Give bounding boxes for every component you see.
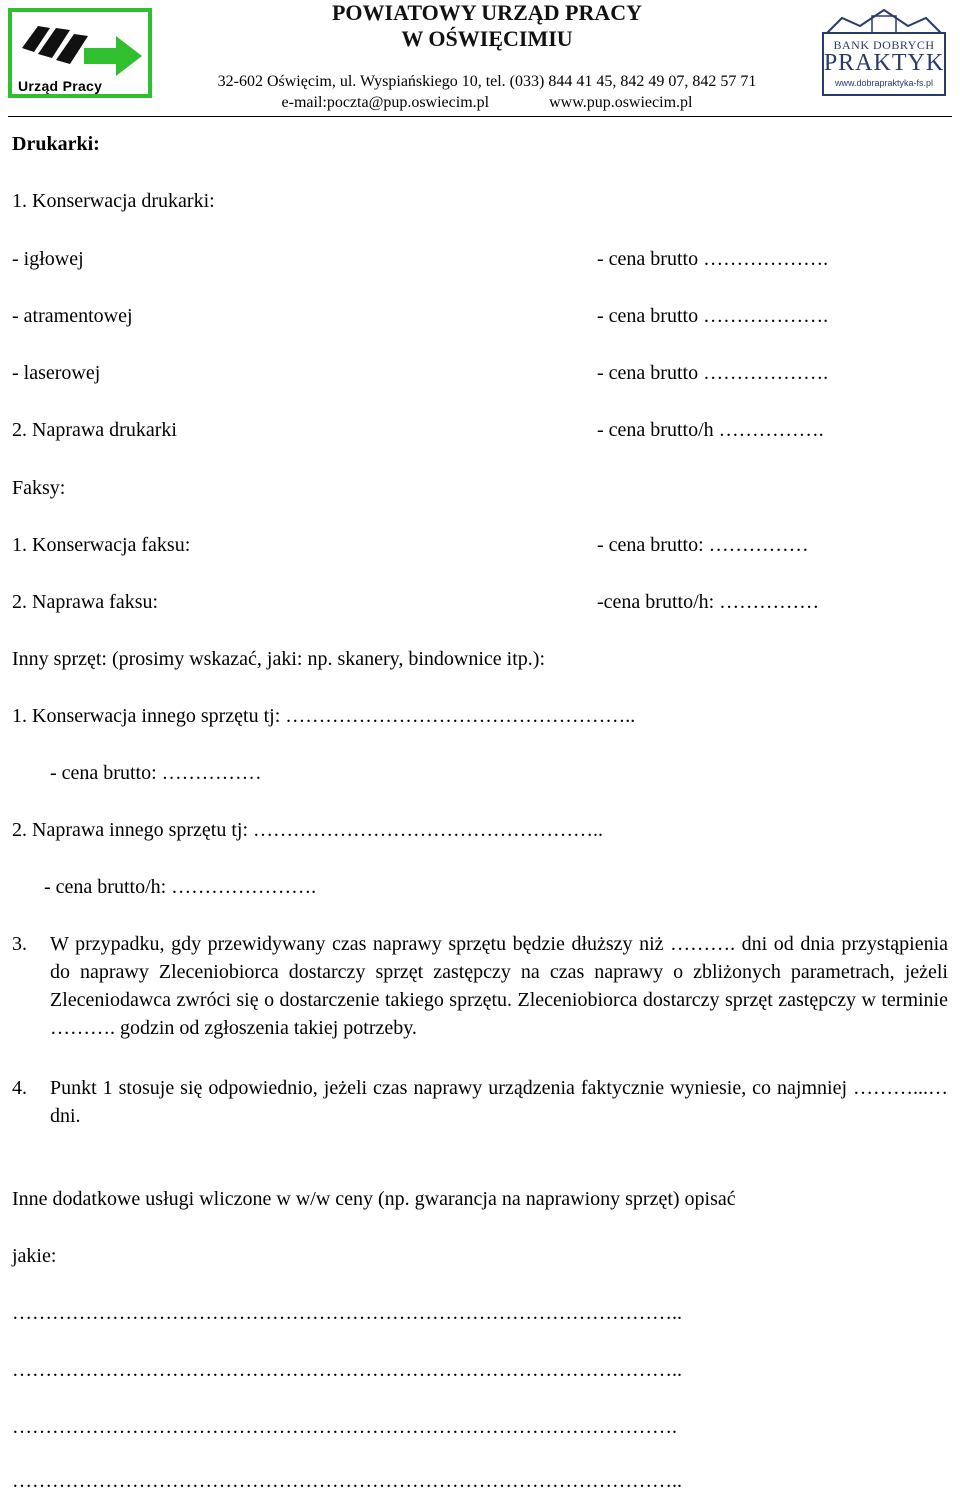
section-heading-faksy: Faksy: [12,477,66,499]
urzad-pracy-logo-icon [16,18,148,76]
row-price: - cena brutto ………………. [597,305,829,327]
section-heading-drukarki: Drukarki: [12,133,100,155]
row-price: -cena brutto/h: …………… [597,591,820,613]
row-label: - igłowej [12,248,84,270]
fill-in-line: ……………………………………………………………………………………….. [12,1470,682,1492]
drukarki-item1: 1. Konserwacja drukarki: [12,190,215,212]
inny-item2: 2. Naprawa innego sprzętu tj: …………………………………………….. [12,819,604,841]
row-price: - cena brutto ………………. [597,362,829,384]
urzad-pracy-logo [8,8,152,98]
office-address: 32-602 Oświęcim, ul. Wyspiańskiego 10, tel. (033) 844 41 45, 842 49 07, 842 57 71 [217,73,757,90]
point4-number: 4. [12,1077,27,1099]
row-label: 1. Konserwacja faksu: [12,534,191,556]
office-title-line1: POWIATOWY URZĄD PRACY [331,0,643,25]
inny-item1: 1. Konserwacja innego sprzętu tj: …………………………………………….. [12,705,636,727]
header-divider [8,116,952,117]
office-title-line2: W OŚWIĘCIMIU [401,26,573,51]
bank-logo-line1: BANK DOBRYCH [833,38,935,52]
row-price: - cena brutto: …………… [597,534,809,556]
row-label: 2. Naprawa faksu: [12,591,159,613]
bank-logo-url: www.dobrapraktyka-fs.pl [834,78,934,88]
inne-jakie-label: jakie: [12,1245,57,1267]
row-label: 2. Naprawa drukarki [12,419,177,441]
office-contact [160,93,814,113]
fill-in-line: ……………………………………………………………………………………….. [12,1359,682,1381]
point4-text: Punkt 1 stosuje się odpowiednio, jeżeli czas naprawy urządzenia faktycznie wyniesie, co najmniej ………...… dni. [50,1077,948,1127]
section-heading-inny-sprzet: Inny sprzęt: (prosimy wskazać, jaki: np. skanery, bindownice itp.): [12,648,546,670]
fill-in-line: ………………………………………………………………………………………. [12,1416,677,1438]
office-email: e-mail:poczta@pup.oswiecim.pl [281,94,490,111]
bank-logo-line2: PRAKTYK [823,50,945,76]
bank-dobrych-praktyk-logo [822,8,954,100]
urzad-pracy-logo-text: Urząd Pracy [18,78,103,94]
row-label: - laserowej [12,362,101,384]
point3-text: W przypadku, gdy przewidywany czas naprawy sprzętu będzie dłuższy niż ………. dni od dnia przystąpienia do naprawy Zleceniobiorca dostarczy sprzęt zastępczy na czas naprawy o zbliżonych parametrach, jeżeli Zleceniodawca zwróci się o dostarczenie takiego sprzętu. Zleceniobiorca dostarczy sprzęt zastępczy w terminie ………. godzin od zgłoszenia takiej potrzeby. [50,933,948,1039]
point3-number: 3. [12,933,27,955]
row-label: - atramentowej [12,305,133,327]
fill-in-line: ……………………………………………………………………………………….. [12,1302,682,1324]
office-website: www.pup.oswiecim.pl [549,94,693,111]
inny-item2-price: - cena brutto/h: …………………. [44,876,317,898]
inne-uslugi-text: Inne dodatkowe usługi wliczone w w/w ceny (np. gwarancja na naprawiony sprzęt) opisać [12,1188,736,1210]
row-price: - cena brutto ………………. [597,248,829,270]
inny-item1-price: - cena brutto: …………… [50,762,262,784]
row-price: - cena brutto/h ……………. [597,419,824,441]
